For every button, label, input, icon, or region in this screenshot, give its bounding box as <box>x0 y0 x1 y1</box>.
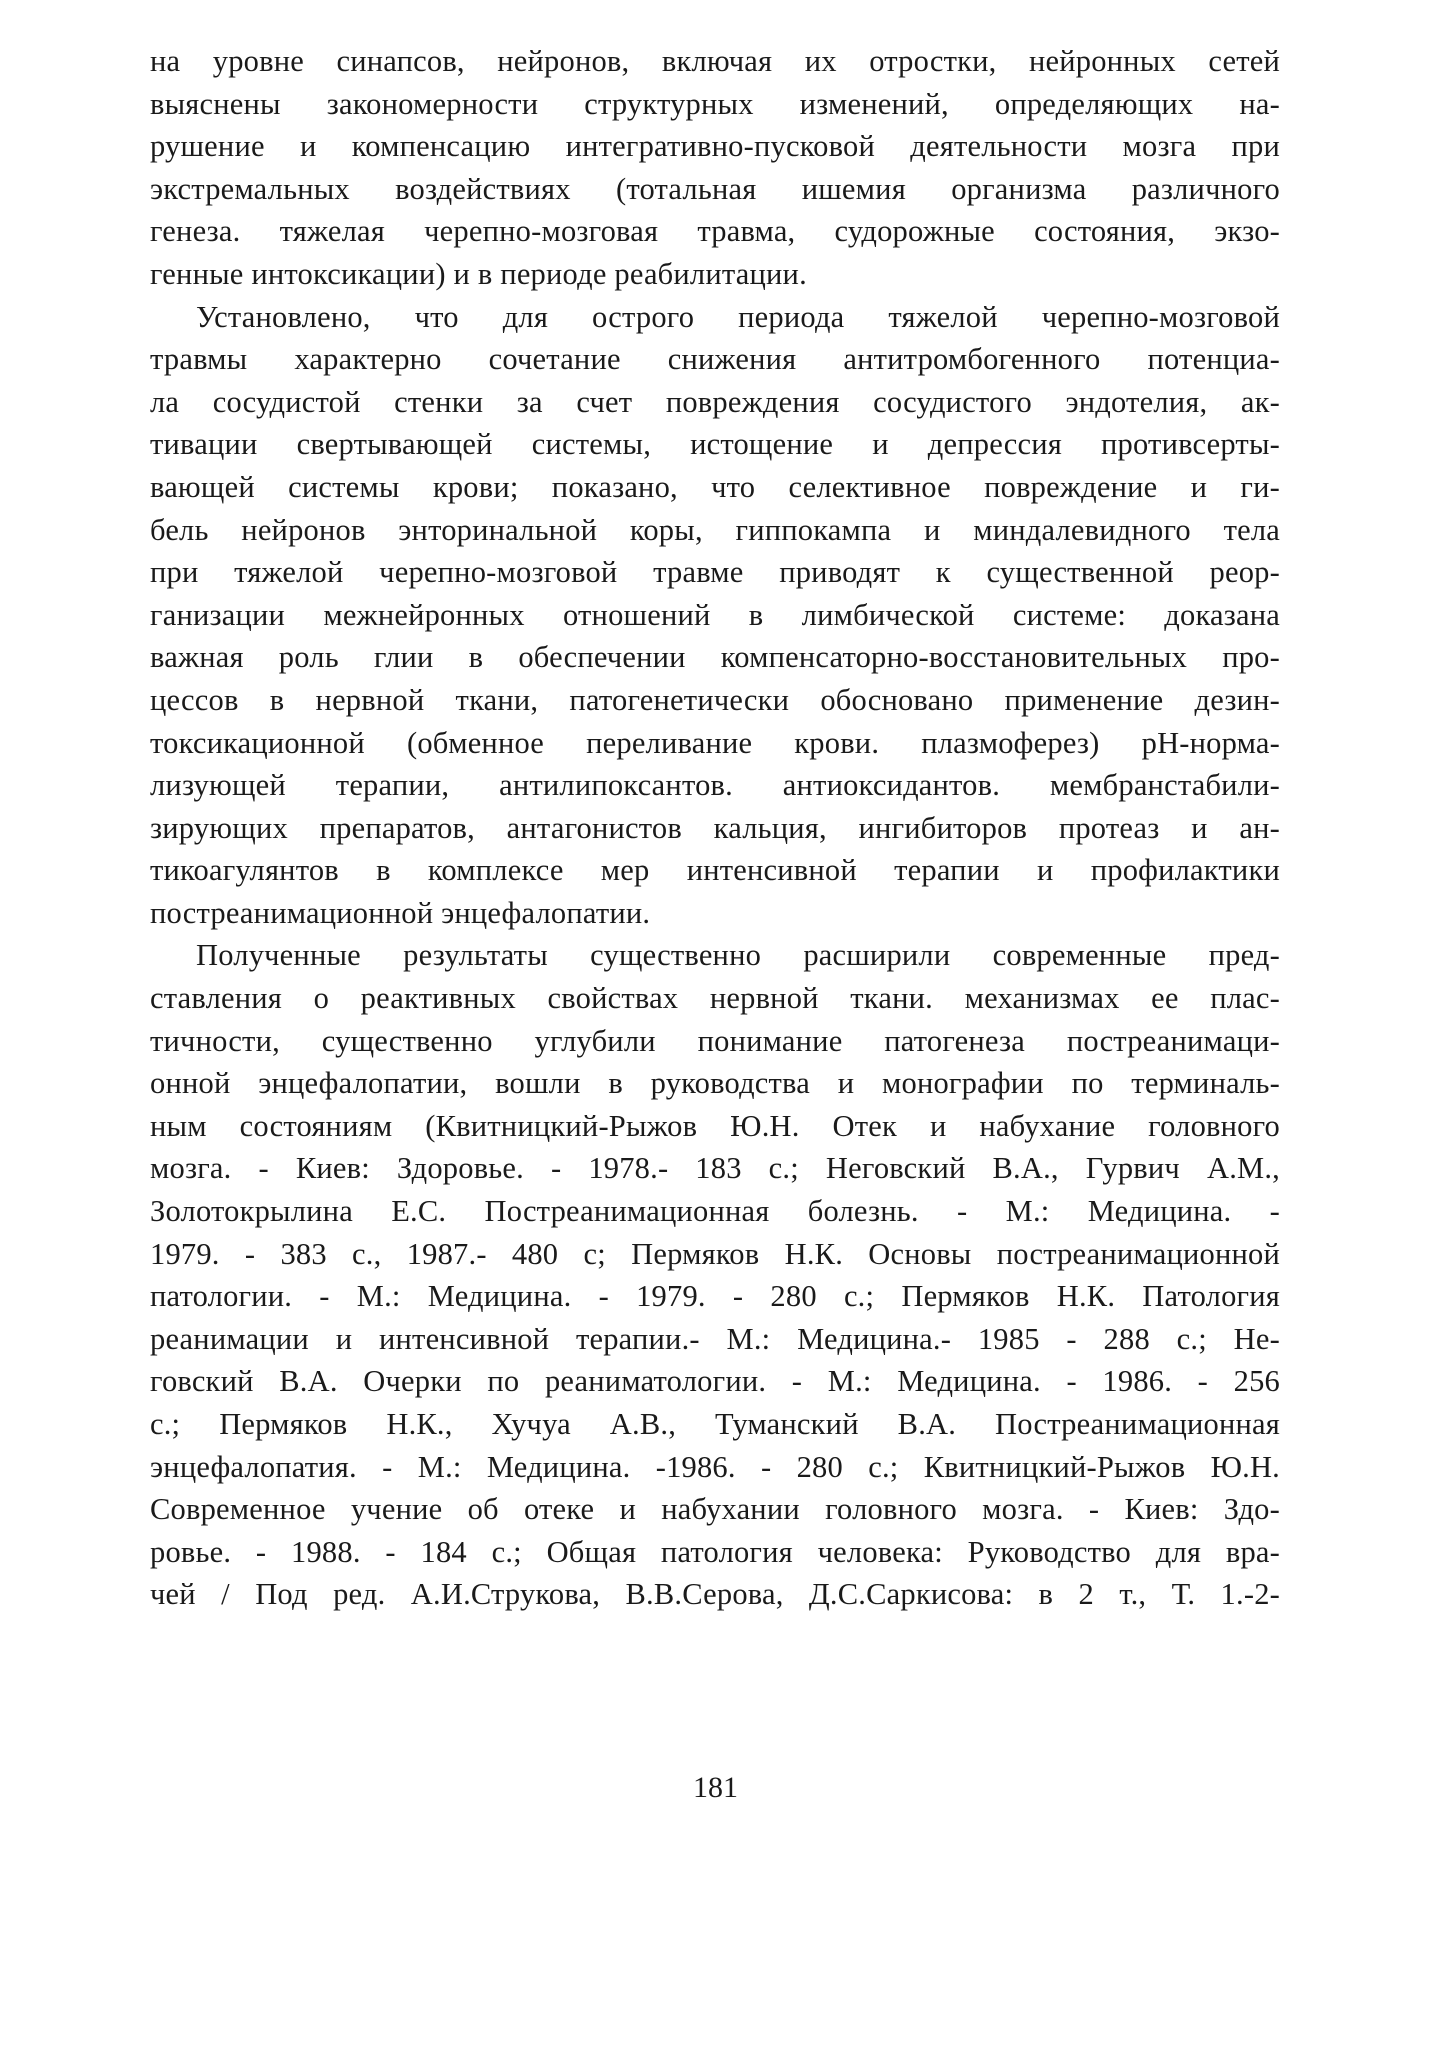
text-line: реанимации и интенсивной терапии.- М.: Медицина.- 1985 - 288 с.; Не- <box>150 1321 1280 1356</box>
text-line: ровье. - 1988. - 184 с.; Общая патология человека: Руководство для вра- <box>150 1534 1280 1569</box>
text-line: зирующих препаратов, антагонистов кальция, ингибиторов протеаз и ан- <box>150 810 1280 845</box>
text-line: тикоагулянтов в комплексе мер интенсивной терапии и профилактики <box>150 853 1280 888</box>
text-line: чей / Под ред. А.И.Струкова, В.В.Серова, Д.С.Саркисова: в 2 т., Т. 1.-2- <box>150 1577 1280 1612</box>
text-line: токсикационной (обменное переливание крови. плазмоферез) рН-норма- <box>150 725 1280 760</box>
text-line: онной энцефалопатии, вошли в руководства и монографии по терминаль- <box>150 1066 1280 1101</box>
text-line: травмы характерно сочетание снижения антитромбогенного потенциа- <box>150 342 1280 377</box>
text-line: постреанимационной энцефалопатии. <box>150 895 651 930</box>
text-line: ставления о реактивных свойствах нервной ткани. механизмах ее плас- <box>150 981 1280 1016</box>
text-line: цессов в нервной ткани, патогенетически обосновано применение дезин- <box>150 682 1280 717</box>
text-line: 1979. - 383 с., 1987.- 480 с; Пермяков Н.К. Основы постреанимационной <box>150 1236 1280 1271</box>
text-line: вающей системы крови; показано, что селективное повреждение и ги- <box>150 469 1280 504</box>
text-line: Золотокрылина Е.С. Постреанимационная болезнь. - М.: Медицина. - <box>150 1194 1280 1229</box>
text-line: говский В.А. Очерки по реаниматологии. - М.: Медицина. - 1986. - 256 <box>150 1364 1280 1399</box>
text-line: экстремальных воздействиях (тотальная ишемия организма различного <box>150 171 1280 206</box>
text-line: с.; Пермяков Н.К., Хучуа А.В., Туманский В.А. Постреанимационная <box>150 1407 1280 1441</box>
text-line: выяснены закономерности структурных изменений, определяющих на- <box>150 86 1280 121</box>
text-line: Полученные результаты существенно расширили современные пред- <box>196 938 1280 973</box>
text-line: бель нейронов энторинальной коры, гиппокампа и миндалевидного тела <box>150 512 1280 547</box>
text-line: мозга. - Киев: Здоровье. - 1978.- 183 с.; Неговский В.А., Гурвич А.М., <box>150 1151 1280 1186</box>
text-line: при тяжелой черепно-мозговой травме приводят к существенной реор- <box>150 555 1280 590</box>
text-line: генеза. тяжелая черепно-мозговая травма, судорожные состояния, экзо- <box>150 214 1280 249</box>
text-line: ганизации межнейронных отношений в лимбической системе: доказана <box>150 597 1280 632</box>
text-line: патологии. - М.: Медицина. - 1979. - 280 с.; Пермяков Н.К. Патология <box>150 1279 1280 1314</box>
text-line: тичности, существенно углубили понимание патогенеза постреанимаци- <box>150 1023 1280 1058</box>
text-line: Установлено, что для острого периода тяжелой черепно-мозговой <box>196 299 1280 334</box>
text-line: ла сосудистой стенки за счет повреждения сосудистого эндотелия, ак- <box>150 384 1280 419</box>
text-line: Современное учение об отеке и набухании головного мозга. - Киев: Здо- <box>150 1492 1280 1527</box>
text-line: тивации свертывающей системы, истощение и депрессия противсерты- <box>150 427 1280 462</box>
text-line: лизующей терапии, антилипоксантов. антиоксидантов. мембранстабили- <box>150 768 1280 803</box>
text-line: на уровне синапсов, нейронов, включая их отростки, нейронных сетей <box>150 44 1280 78</box>
text-line: важная роль глии в обеспечении компенсаторно-восстановительных про- <box>150 640 1280 675</box>
page-number: 181 <box>693 1771 738 1804</box>
text-line: энцефалопатия. - М.: Медицина. -1986. - 280 с.; Квитницкий-Рыжов Ю.Н. <box>150 1449 1280 1484</box>
text-line: генные интоксикации) и в периоде реабилитации. <box>150 256 807 291</box>
text-line: ным состояниям (Квитницкий-Рыжов Ю.Н. Отек и набухание головного <box>150 1108 1280 1143</box>
text-line: рушение и компенсацию интегративно-пусковой деятельности мозга при <box>150 129 1280 164</box>
body-text <box>150 40 1280 1616</box>
